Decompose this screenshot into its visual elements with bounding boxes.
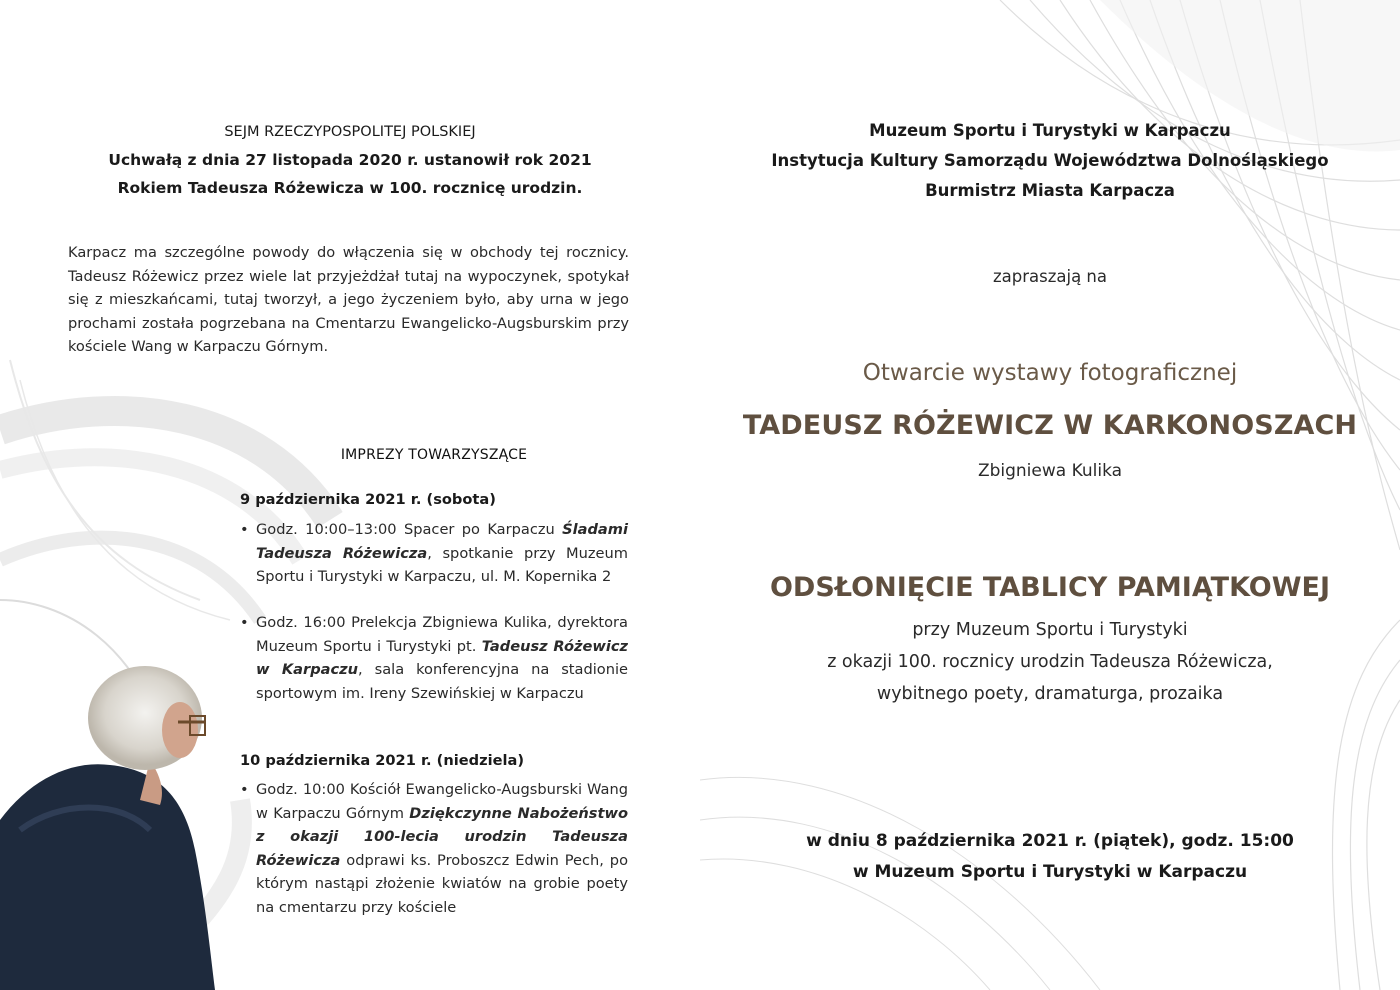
sejm-line-2: Uchwałą z dnia 27 listopada 2020 r. ustanowił rok 2021 [108, 151, 592, 169]
plaque-description [700, 614, 1400, 710]
invite-text: zapraszają na [992, 267, 1108, 286]
event-item-2: • Godz. 16:00 Prelekcja Zbigniewa Kulika, dyrektora Muzeum Sportu i Turystyki pt. Tadeusz Różewicz w Karpaczu, sala konferencyjna na stadionie sportowym im. Ireny Szewińskiej w Karpaczu [240, 611, 628, 705]
event-date: w dniu 8 października 2021 r. (piątek), godz. 15:00 [806, 831, 1294, 851]
bullet-icon: • [240, 781, 249, 798]
sejm-header [60, 118, 640, 202]
plaque-title: ODSŁONIĘCIE TABLICY PAMIĄTKOWEJ [769, 572, 1330, 603]
event-item-3: • Godz. 10:00 Kościół Ewangelicko-Augsburski Wang w Karpaczu Górnym Dziękczynne Nabożeństwo z okazji 100-lecia urodzin Tadeusza Różewicza odprawi ks. Proboszcz Edwin Pech, po którym nastąpi złożenie kwiatów na grobie poety na cmentarzu przy kościele [240, 778, 628, 919]
exhibition-intro: Otwarcie wystawy fotograficznej [862, 360, 1238, 386]
event-item-1: • Godz. 10:00–13:00 Spacer po Karpaczu Śladami Tadeusza Różewicza, spotkanie przy Muzeum Sportu i Turystyki w Karpaczu, ul. M. Kopernika 2 [240, 518, 628, 589]
intro-paragraph: Karpacz ma szczególne powody do włączenia się w obchody tej rocznicy. Tadeusz Różewicz przez wiele lat przyjeżdżał tutaj na wypoczynek, spotykał się z mieszkańcami, tutaj tworzył, a jego życzeniem było, aby urna w jego prochami została pogrzebana na Cmentarzu Ewangelicko-Augsburskim przy kościele Wang w Karpaczu Górnym. [68, 244, 629, 355]
bullet-icon: • [240, 614, 249, 631]
sejm-line-3: Rokiem Tadeusza Różewicza w 100. rocznicę urodzin. [117, 179, 583, 197]
right-page [700, 0, 1400, 990]
exhibition-author: Zbigniewa Kulika [977, 461, 1123, 481]
organizer-3: Burmistrz Miasta Karpacza [925, 181, 1175, 200]
organizers [700, 116, 1400, 206]
events-heading: IMPREZY TOWARZYSZĄCE [340, 447, 528, 463]
plaque-line-3: wybitnego poety, dramaturga, prozaika [876, 684, 1224, 704]
portrait-figure [0, 666, 215, 990]
bullet-icon: • [240, 521, 249, 538]
event-date-venue [700, 826, 1400, 888]
plaque-line-1: przy Muzeum Sportu i Turystyki [912, 620, 1188, 640]
organizer-1: Muzeum Sportu i Turystyki w Karpaczu [869, 121, 1231, 140]
exhibition-title: TADEUSZ RÓŻEWICZ W KARKONOSZACH [742, 410, 1358, 441]
event-venue: w Muzeum Sportu i Turystyki w Karpaczu [852, 862, 1248, 882]
event-title: Dziękczynne Nabożeństwo z okazji 100-lecia urodzin Tadeusza Różewicza [256, 804, 628, 869]
day-heading-2: 10 października 2021 r. (niedziela) [240, 752, 525, 769]
day-heading-1: 9 października 2021 r. (sobota) [240, 491, 496, 508]
sejm-line-1: SEJM RZECZYPOSPOLITEJ POLSKIEJ [224, 124, 476, 140]
event-title: Śladami Tadeusza Różewicza [256, 521, 628, 562]
plaque-line-2: z okazji 100. rocznicy urodzin Tadeusza Różewicza, [827, 652, 1273, 672]
event-title: Tadeusz Różewicz w Karpaczu [256, 637, 628, 678]
organizer-2: Instytucja Kultury Samorządu Województwa Dolnośląskiego [771, 151, 1329, 170]
